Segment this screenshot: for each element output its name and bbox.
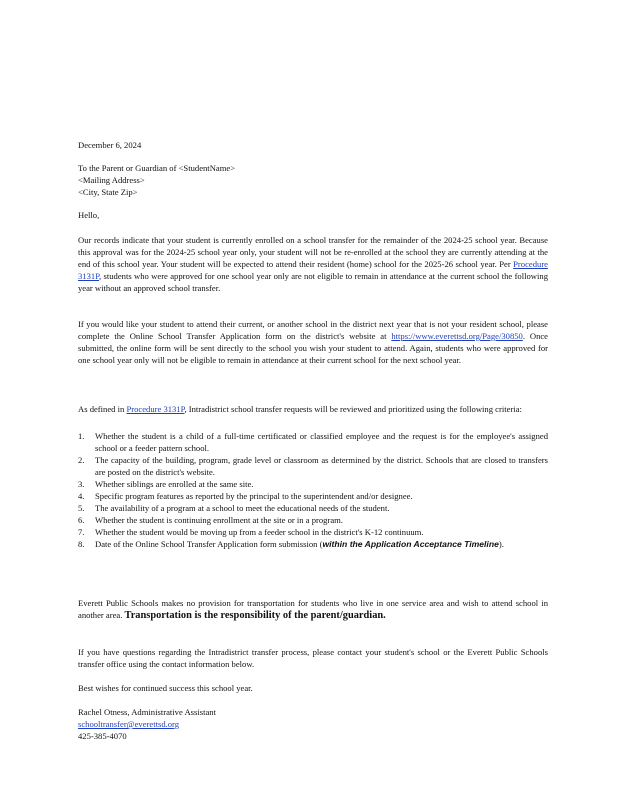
list-text-end: ). bbox=[498, 539, 504, 549]
list-item bbox=[78, 490, 548, 502]
greeting-text: Hello, bbox=[78, 210, 100, 220]
list-text: Whether the student would be moving up from a feeder school in the district's K-12 continuum. bbox=[95, 527, 424, 537]
list-number: 8. bbox=[78, 539, 85, 549]
p3-text-a: As defined in bbox=[78, 404, 127, 414]
list-number: 4. bbox=[78, 491, 85, 501]
list-number: 7. bbox=[78, 527, 85, 537]
list-text: Whether siblings are enrolled at the same site. bbox=[95, 479, 254, 489]
signature-block bbox=[78, 706, 548, 742]
recipient-address bbox=[78, 162, 548, 198]
list-item bbox=[78, 478, 548, 490]
transfer-page-link[interactable]: https://www.everettsd.org/Page/30850 bbox=[391, 331, 523, 341]
p1-text-b: , students who were approved for one school year only are not eligible to remain in attendance at the current school the following year without an approved school transfer. bbox=[78, 271, 548, 293]
list-item bbox=[78, 454, 548, 478]
signature-name: Rachel Otness, Administrative Assistant bbox=[78, 707, 216, 717]
email-link[interactable]: schooltransfer@everettsd.org bbox=[78, 719, 180, 729]
list-number: 5. bbox=[78, 503, 85, 513]
list-item bbox=[78, 502, 548, 514]
list-item bbox=[78, 538, 548, 550]
paragraph-5 bbox=[78, 646, 548, 670]
list-item bbox=[78, 430, 548, 454]
timeline-emphasis: within the Application Acceptance Timeline bbox=[322, 539, 499, 549]
list-item bbox=[78, 514, 548, 526]
list-text: The availability of a program at a school to meet the educational needs of the student. bbox=[95, 503, 390, 513]
p5-text: If you have questions regarding the Intradistrict transfer process, please contact your student's school or the Everett Public Schools transfer office using the contact information below. bbox=[78, 647, 548, 669]
procedure-link[interactable]: Procedure 3131P bbox=[78, 259, 548, 281]
closing-text: Best wishes for continued success this school year. bbox=[78, 683, 253, 693]
list-number: 1. bbox=[78, 431, 85, 441]
transportation-notice: Transportation is the responsibility of the parent/guardian. bbox=[124, 610, 386, 621]
list-item bbox=[78, 526, 548, 538]
criteria-list bbox=[78, 430, 548, 550]
paragraph-2 bbox=[78, 318, 548, 366]
list-text: Whether the student is a child of a full-time certificated or classified employee and the request is for the employee's assigned school or a feeder pattern school. bbox=[95, 431, 548, 453]
paragraph-4 bbox=[78, 597, 548, 622]
greeting bbox=[78, 209, 548, 221]
signature-phone: 425-385-4070 bbox=[78, 731, 127, 741]
p2-text-a: If you would like your student to attend their current, or another school in the district next year that is not your resident school, please complete the Online School Transfer Application form on the district's website at bbox=[78, 319, 548, 341]
paragraph-1 bbox=[78, 234, 548, 294]
letter-date bbox=[78, 139, 548, 151]
p4-text-a: Everett Public Schools makes no provision for transportation for students who live in one service area and wish to attend school in another area. bbox=[78, 598, 548, 620]
p3-text-b: , Intradistrict school transfer requests will be reviewed and prioritized using the following criteria: bbox=[184, 404, 522, 414]
p2-text-b: . Once submitted, the online form will be sent directly to the school you wish your student to attend. Again, students who were approved for one school year only will not be eligible to remain in attendance at their current school for the next school year. bbox=[78, 331, 548, 365]
list-text: The capacity of the building, program, grade level or classroom as determined by the district. Schools that are closed to transfers are posted on the district's website. bbox=[95, 455, 548, 477]
closing bbox=[78, 682, 548, 694]
list-number: 6. bbox=[78, 515, 85, 525]
procedure-link-2[interactable]: Procedure 3131P bbox=[126, 404, 185, 414]
list-number: 3. bbox=[78, 479, 85, 489]
address-line-3: <City, State Zip> bbox=[78, 187, 138, 197]
paragraph-3 bbox=[78, 403, 548, 415]
list-text: Specific program features as reported by the principal to the superintendent and/or designee. bbox=[95, 491, 413, 501]
p1-text-a: Our records indicate that your student is currently enrolled on a school transfer for the remainder of the 2024-25 school year. Because this approval was for the 2024-25 school year only, your student will not be re-enrolled at the school they are currently attending at the end of this school year. Your student will be expected to attend their resident (home) school for the 2025-26 school year. Per bbox=[78, 235, 548, 269]
address-line-2: <Mailing Address> bbox=[78, 175, 145, 185]
list-text: Whether the student is continuing enrollment at the site or in a program. bbox=[95, 515, 343, 525]
list-number: 2. bbox=[78, 455, 85, 465]
date-text: December 6, 2024 bbox=[78, 140, 142, 150]
list-text: Date of the Online School Transfer Application form submission ( bbox=[95, 539, 323, 549]
address-line-1: To the Parent or Guardian of <StudentName> bbox=[78, 163, 236, 173]
